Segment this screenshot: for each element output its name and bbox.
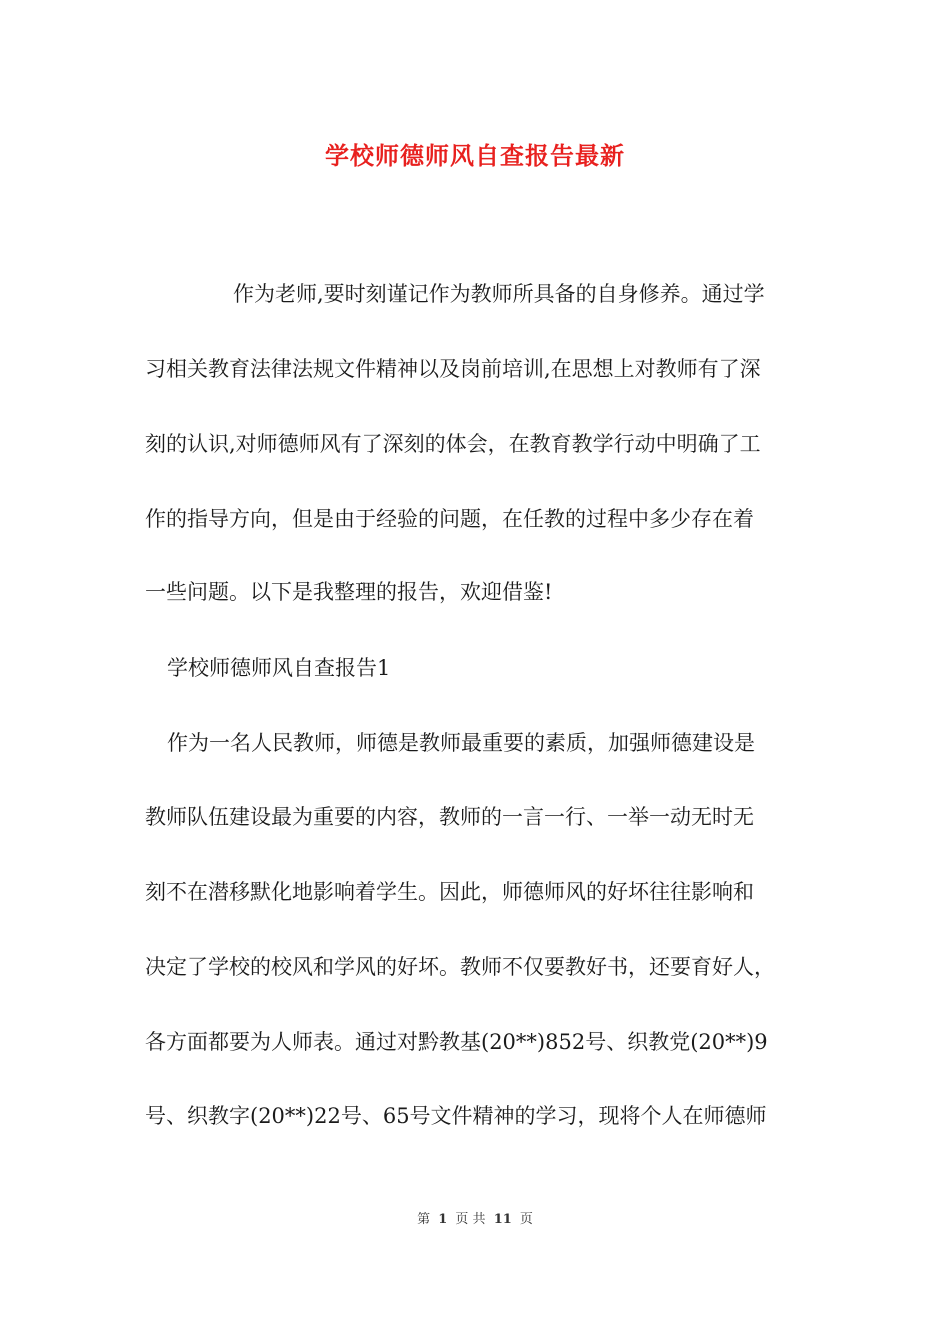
current-page-number: 1 <box>438 1212 448 1227</box>
paragraph-line: 教师队伍建设最为重要的内容，教师的一言一行、一举一动无时无 <box>145 805 754 829</box>
total-pages-number: 11 <box>493 1212 512 1227</box>
paragraph-line: 决定了学校的校风和学风的好坏。教师不仅要教好书，还要育好人， <box>145 955 775 979</box>
footer-suffix: 页 <box>519 1212 533 1227</box>
paragraph-line: 各方面都要为人师表。通过对黔教基(20**)852号、织教党(20**)9 <box>145 1030 768 1054</box>
paragraph-line: 作为一名人民教师，师德是教师最重要的素质，加强师德建设是 <box>167 731 755 755</box>
footer-prefix: 第 <box>417 1212 431 1227</box>
paragraph-line: 作为老师,要时刻谨记作为教师所具备的自身修养。通过学 <box>233 282 765 306</box>
paragraph-line: 一些问题。以下是我整理的报告，欢迎借鉴! <box>145 580 553 604</box>
paragraph-line: 刻不在潜移默化地影响着学生。因此，师德师风的好坏往往影响和 <box>145 880 754 904</box>
paragraph-line: 习相关教育法律法规文件精神以及岗前培训,在思想上对教师有了深 <box>145 357 761 381</box>
document-title: 学校师德师风自查报告最新 <box>325 141 625 170</box>
paragraph-line: 刻的认识,对师德师风有了深刻的体会，在教育教学行动中明确了工 <box>145 432 761 456</box>
section-heading: 学校师德师风自查报告1 <box>167 656 391 680</box>
footer-middle: 页 共 <box>455 1212 486 1227</box>
page-footer <box>0 1208 950 1227</box>
paragraph-line: 号、织教字(20**)22号、65号文件精神的学习，现将个人在师德师 <box>145 1104 767 1128</box>
paragraph-line: 作的指导方向，但是由于经验的问题，在任教的过程中多少存在着 <box>145 507 754 531</box>
